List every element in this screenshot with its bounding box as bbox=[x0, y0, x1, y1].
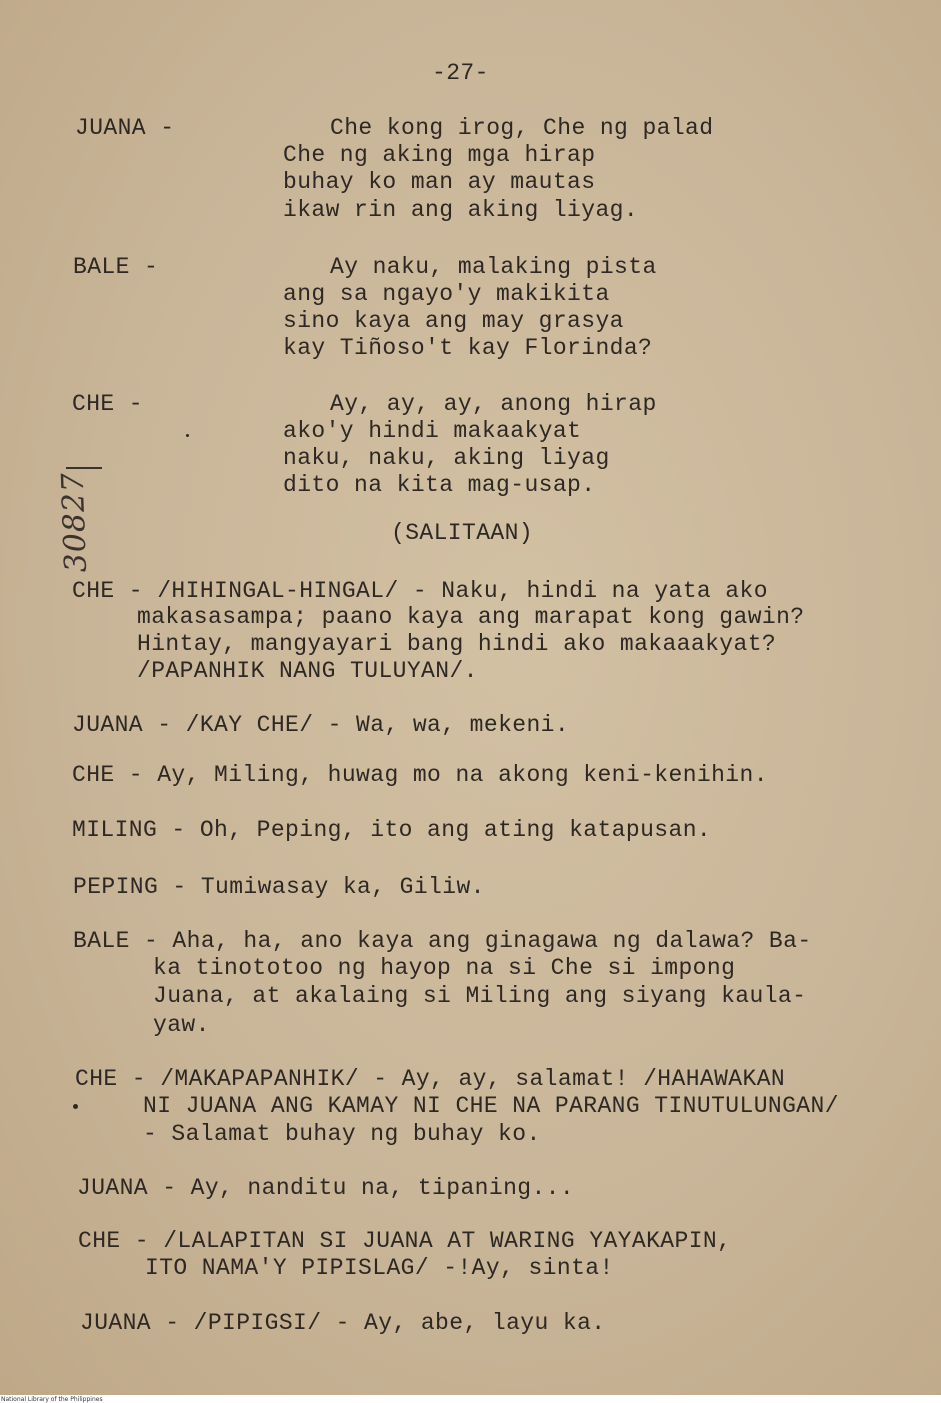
dialogue-line: Juana, at akalaing si Miling ang siyang kaula- bbox=[153, 983, 807, 1009]
dialogue-line: JUANA - Ay, nanditu na, tipaning... bbox=[77, 1175, 575, 1201]
dialogue-line: CHE - /HIHINGAL-HINGAL/ - Naku, hindi na yata ako bbox=[72, 578, 768, 604]
dialogue-line: CHE - /LALAPITAN SI JUANA AT WARING YAYAKAPIN, bbox=[78, 1228, 732, 1254]
verse-line: naku, naku, aking liyag bbox=[283, 445, 610, 471]
ink-speck bbox=[186, 434, 189, 437]
verse-line: sino kaya ang may grasya bbox=[283, 308, 624, 334]
dialogue-line: Hintay, mangyayari bang hindi ako makaaakyat? bbox=[137, 631, 777, 657]
handwritten-note-text: 30827 bbox=[55, 471, 94, 573]
verse-line: kay Tiñoso't kay Florinda? bbox=[283, 335, 653, 361]
dialogue-line: JUANA - /PIPIGSI/ - Ay, abe, layu ka. bbox=[80, 1310, 606, 1336]
dialogue-line: JUANA - /KAY CHE/ - Wa, wa, mekeni. bbox=[72, 712, 570, 738]
verse-line: ikaw rin ang aking liyag. bbox=[283, 197, 639, 223]
speaker-juana: JUANA - bbox=[75, 115, 175, 141]
verse-line: ang sa ngayo'y makikita bbox=[283, 281, 610, 307]
dialogue-line: - Salamat buhay ng buhay ko. bbox=[143, 1121, 541, 1147]
handwritten-note bbox=[28, 440, 108, 580]
verse-line: dito na kita mag-usap. bbox=[283, 472, 596, 498]
dialogue-line: /PAPANHIK NANG TULUYAN/. bbox=[137, 658, 478, 684]
dialogue-line: PEPING - Tumiwasay ka, Giliw. bbox=[73, 874, 485, 900]
verse-line: Che kong irog, Che ng palad bbox=[330, 115, 714, 141]
dialogue-line: MILING - Oh, Peping, ito ang ating katapusan. bbox=[72, 817, 712, 843]
dialogue-line: yaw. bbox=[153, 1012, 210, 1038]
dialogue-line: makasasampa; paano kaya ang marapat kong gawin? bbox=[137, 604, 805, 630]
speaker-che: CHE - bbox=[72, 391, 144, 417]
footer-strip bbox=[0, 1395, 941, 1403]
verse-line: Ay naku, malaking pista bbox=[330, 254, 657, 280]
footer-credit: National Library of the Philippines bbox=[1, 1396, 103, 1403]
dialogue-line: ka tinototoo ng hayop na si Che si impong bbox=[153, 955, 736, 981]
verse-line: Ay, ay, ay, anong hirap bbox=[330, 391, 657, 417]
verse-line: ako'y hindi makaakyat bbox=[283, 418, 582, 444]
page-number: -27- bbox=[432, 60, 489, 86]
dialogue-line: BALE - Aha, ha, ano kaya ang ginagawa ng dalawa? Ba- bbox=[73, 928, 812, 954]
verse-line: Che ng aking mga hirap bbox=[283, 142, 596, 168]
stage-heading: (SALITAAN) bbox=[391, 520, 534, 546]
verse-line: buhay ko man ay mautas bbox=[283, 169, 596, 195]
speaker-bale: BALE - bbox=[73, 254, 159, 280]
dialogue-line: ITO NAMA'Y PIPISLAG/ -!Ay, sinta! bbox=[145, 1255, 614, 1281]
dialogue-line: NI JUANA ANG KAMAY NI CHE NA PARANG TINUTULUNGAN/ bbox=[143, 1093, 839, 1119]
dialogue-line: CHE - Ay, Miling, huwag mo na akong keni-kenihin. bbox=[72, 762, 768, 788]
dialogue-line: CHE - /MAKAPAPANHIK/ - Ay, ay, salamat! /HAHAWAKAN bbox=[75, 1066, 786, 1092]
ink-dot bbox=[73, 1104, 78, 1109]
